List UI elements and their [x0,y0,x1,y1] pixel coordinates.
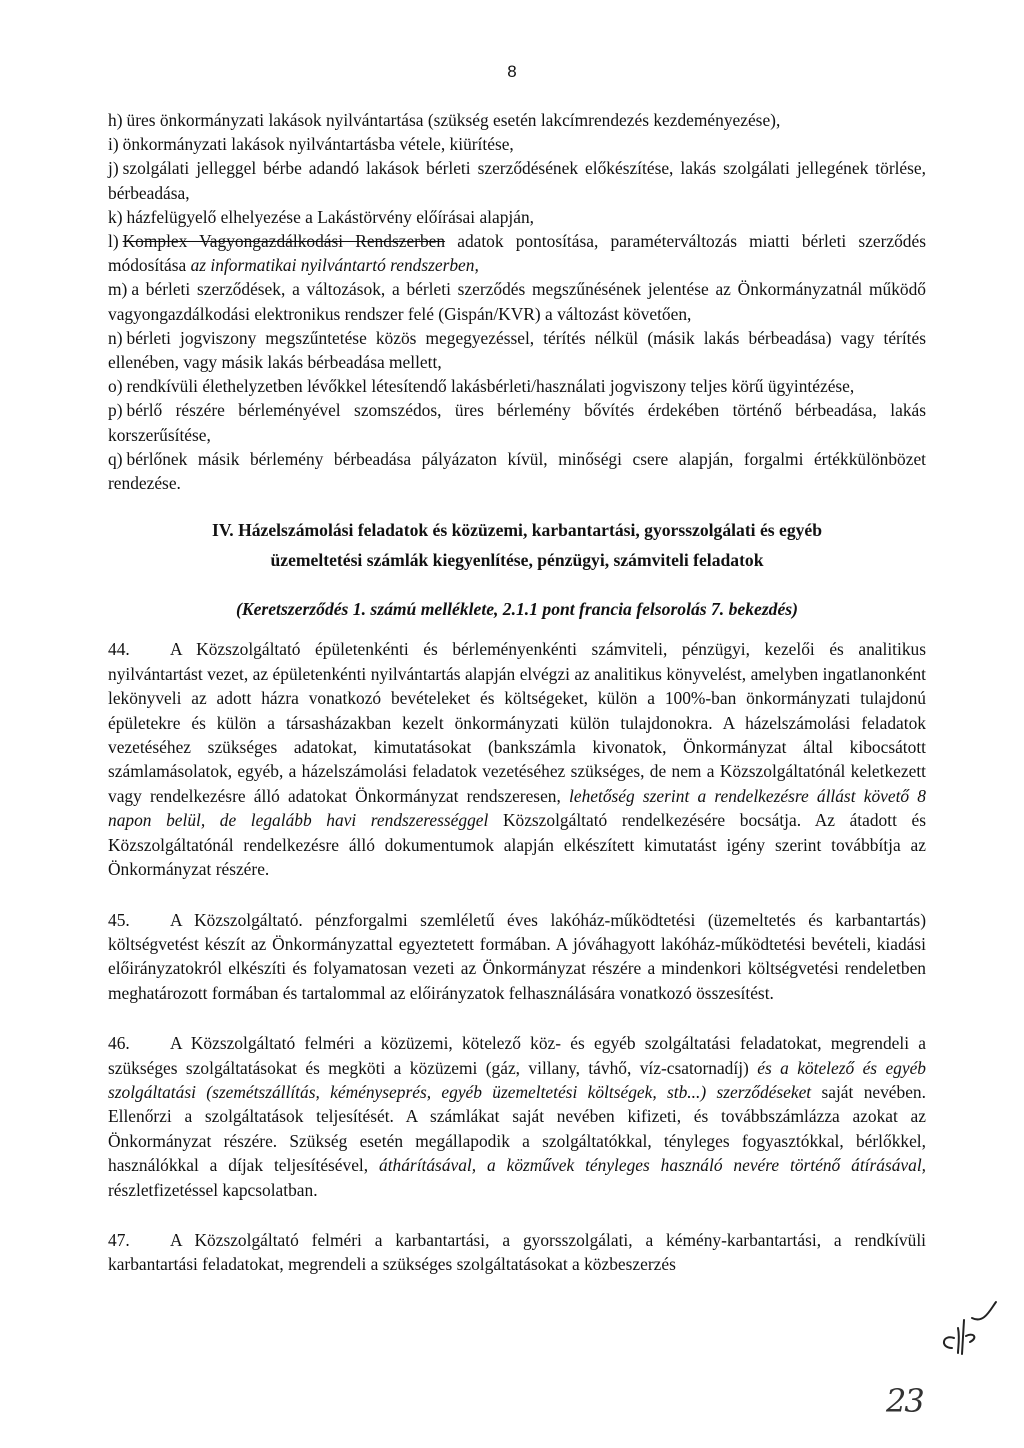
section-reference: (Keretszerződés 1. számú melléklete, 2.1.1 pont francia felsorolás 7. bekezdés) [236,599,798,620]
page-number: 8 [507,62,517,81]
task-list [108,108,926,495]
list-item: p) bérlő részére bérleményével szomszédos, üres bérlemény bővítés érdekében történő bérbeadása, lakás korszerűsítése, [108,400,926,445]
paragraph-45: 45. A Közszolgáltató. pénzforgalmi szemléletű éves lakóház-működtetési (üzemeltetés és karbantartás) költségvetést készít az Önkormányzattal egyeztetett formában. A jóváhagyott lakóház-működtetési bevételi, kiadási előirányzatokról elkészíti és folyamatosan vezeti az Önkormányzat részére a mindenkori költségvetési rendeletben meghatározott formában és tartalommal az előirányzatok felhasználására vonatkozó összesítést. [108,909,926,1003]
list-item: m) a bérleti szerződések, a változások, a bérleti szerződés megszűnésének jelentése az Önkormányzatnál működő vagyongazdálkodási elektronikus rendszer felé (Gispán/KVR) a változást követően, [108,279,926,324]
section-heading: IV. Házelszámolási feladatok és közüzemi, karbantartási, gyorsszolgálati és egyéb üzemeltetési számlák kiegyenlítése, pénzügyi, számviteli feladatok [211,520,823,571]
document-body [108,108,926,1277]
list-item: i) önkormányzati lakások nyilvántartásba vétele, kiürítése, [108,134,514,155]
list-item: n) bérleti jogviszony megszűntetése közös megegyezéssel, térítés nélkül (másik lakás bérbeadása) vagy térítés ellenében, vagy másik lakás bérbeadása mellett, [108,327,926,373]
list-item: l) Komplex Vagyongazdálkodási Rendszerben adatok pontosítása, paraméterváltozás miatti bérleti szerződés módosítása az informatikai nyilvántartó rendszerben, [108,231,926,276]
paragraph-47: 47. A Közszolgáltató felméri a karbantartási, a gyorsszolgálati, a kémény-karbantartási, a rendkívüli karbantartási feladatokat, megrendeli a szükséges szolgáltatásokat a közbeszerzés [108,1229,926,1275]
list-item: h) üres önkormányzati lakások nyilvántartása (szükség esetén lakcímrendezés kezdeményezése), [108,110,781,130]
paragraph-46: 46. A Közszolgáltató felméri a közüzemi, kötelező köz- és egyéb szolgáltatási feladatokat, megrendeli a szükséges szolgáltatásokat és megköti a közüzemi (gáz, villany, távhő, víz-csatornadíj) és a kötelező és egyéb szolgáltatási (szemétszállítás, kéményseprés, egyéb üzemeltetési költségek, stb...) szerződéseket saját nevében. Ellenőrzi a szolgáltatások teljesítését. A számlákat saját nevében kifizeti, és továbbszámlázza azokat az Önkormányzat részére. Szükség esetén megállapodik a szolgáltatókkal, tényleges fogyasztókkal, bérlőkkel, használókkal a díjak teljesítésével, áthárításával, a közművek tényleges használó nevére történő átírásával, részletfizetéssel kapcsolatban. [108,1033,927,1200]
list-item: k) házfelügyelő elhelyezése a Lakástörvény előírásai alapján, [108,206,535,227]
handwritten-page-number: 23 [886,1382,923,1420]
handwritten-signature [924,1298,1004,1358]
list-item: j) szolgálati jelleggel bérbe adandó lakások bérleti szerződésének előkészítése, lakás szolgálati jellegének törlése, bérbeadása, [108,158,926,203]
struck-text: Komplex Vagyongazdálkodási Rendszerben [122,231,446,252]
list-item: q) bérlőnek másik bérlemény bérbeadása pályázaton kívül, minőségi csere alapján, forgalmi értékkülönbözet rendezése. [108,448,926,494]
list-item: o) rendkívüli élethelyzetben lévőkkel létesítendő lakásbérleti/használati jogviszony teljes körű ügyintézése, [108,376,855,397]
paragraph-44: 44. A Közszolgáltató épületenkénti és bérleményenkénti számviteli, pénzügyi, kezelői és analitikus nyilvántartást vezet, az épületenkénti nyilvántartás alapján elvégzi az analitikus könyvelést, amelyben ingatlanonként lekönyveli az adott házra vonatkozó bevételeket és költségeket, külön a 100%-ban önkormányzati tulajdonú épületekre és külön a társasházakban kezelt önkormányzati külön tulajdonokra. A házelszámolási feladatok vezetéséhez szükséges adatokat, kimutatásokat (bankszámla kivonatok, Önkormányzat által kibocsátott számlamásolatok, egyéb, a házelszámolási feladatok vezetéséhez szükséges, de nem a Közszolgáltatónál keletkezett vagy rendelkezésre álló adatokat Önkormányzat rendszeresen, lehetőség szerint a rendelkezésre állást követő 8 napon belül, de legalább havi rendszerességgel Közszolgáltató rendelkezésére bocsátja. Az átadott és Közszolgáltatónál rendelkezésre álló dokumentumok alapján elkészített kimutatást igény szerint továbbítja az Önkormányzat részére. [108,639,927,880]
